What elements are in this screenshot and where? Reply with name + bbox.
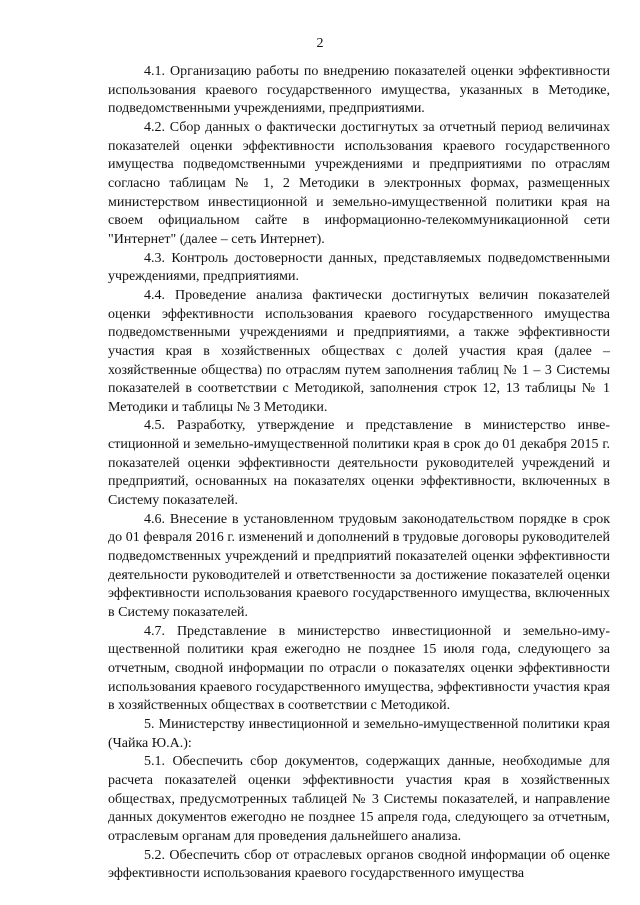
paragraph-5-1: 5.1. Обеспечить сбор документов, содержащих данные, необходимые для расчета показателей оценки эффективности участия края в хозяйственных обществах, предусмотренных таблицей № 3 Системы показателей, и направление данных документов ежегодно не позднее 15 апреля года, следующего за отчетным, отраслевым органам для проведения дальнейшего анализа. bbox=[108, 754, 610, 844]
paragraph-4-3: 4.3. Контроль достоверности данных, представляемых подведомственными учреждениями, предприятиями. bbox=[108, 250, 610, 285]
paragraph-5-2: 5.2. Обеспечить сбор от отраслевых органов сводной информации об оценке эффективности использования краевого государственного имущества bbox=[108, 847, 610, 882]
page-number: 2 bbox=[316, 36, 324, 51]
paragraph-4-4: 4.4. Проведение анализа фактически достигнутых величин показателей оценки эффективности использования краевого государственного имущества подведомственными учреждениями и предприятиями, а также эффективности участия края в хозяйственных обществах с долей участия края (далее – хозяйственные общества) по отраслям путем заполнения таблиц № 1 – 3 Системы показателей в соответствии с Методикой, заполнения строк 12, 13 таблицы № 1 Методики и таблицы № 3 Методики. bbox=[108, 287, 610, 415]
paragraph-4-6: 4.6. Внесение в установленном трудовым законодательством порядке в срок до 01 февраля 2016 г. изменений и дополнений в трудовые договоры руководителей подведомственных учреждений и предприятий показателей оценки эффективности деятельности руководителей и ответственности за достижение показателей оценки эффективности использования краевого государственного имущества, включенных в Систему показателей. bbox=[108, 511, 610, 621]
paragraph-4-2: 4.2. Сбор данных о фактически достигнутых за отчетный период величинах показателей оценки эффективности использования краевого государственного имущества подведомственными учреждениями и предприятиями по отраслям согласно таблицам № 1, 2 Методики в электронных формах, размещенных министерством инвестиционной и земельно-имущественной политики края на своем официальном сайте в информационно-телекоммуникационной сети "Интернет" (далее – сеть Интернет). bbox=[108, 119, 610, 247]
paragraph-5: 5. Министерству инвестиционной и земельно-имущественной политики края (Чайка Ю.А.): bbox=[108, 716, 610, 751]
document-body bbox=[108, 63, 610, 884]
paragraph-4-7: 4.7. Представление в министерство инвестиционной и земельно-имущественной политики края ежегодно не позднее 15 июля года, следующего за отчетным, сводной информации по отрасли о показателях оценки эффективности использования краевого государственного имущества, эффективности участия края в хозяйственных обществах в соответствии с Методикой. bbox=[108, 623, 610, 714]
paragraph-4-5: 4.5. Разработку, утверждение и представление в министерство инвестиционной и земельно-имущественной политики края в срок до 01 декабря 2015 г. показателей оценки эффективности деятельности руководителей учреждений и предприятий, основанных на показателях оценки эффективности, включенных в Систему показателей. bbox=[108, 418, 610, 509]
paragraph-4-1: 4.1. Организацию работы по внедрению показателей оценки эффективности использования краевого государственного имущества, указанных в Методике, подведомственными учреждениями, предприятиями. bbox=[108, 64, 610, 117]
